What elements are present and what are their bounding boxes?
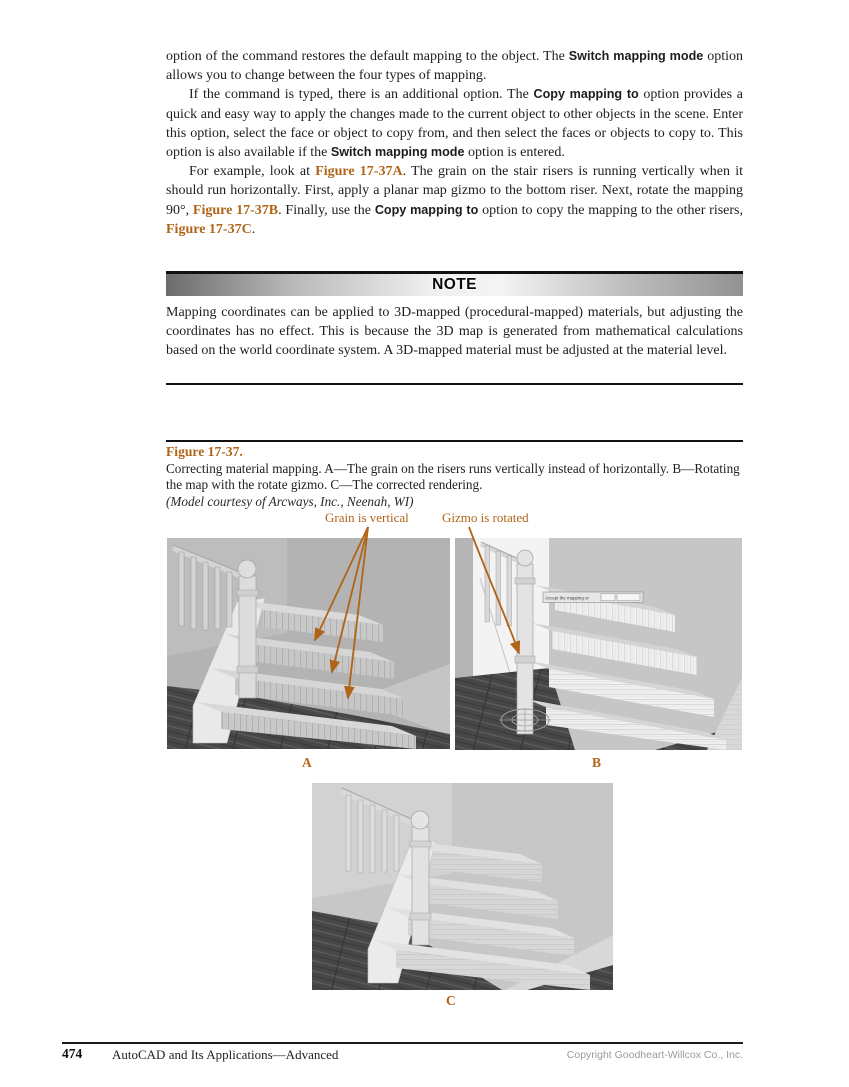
text-segment: If the command is typed, there is an additional option. The: [189, 87, 534, 103]
command-name: Switch mapping mode: [330, 145, 465, 160]
newel-post: [410, 811, 431, 945]
page-number: 474: [62, 1046, 83, 1061]
text-segment: . Finally, use the: [278, 202, 375, 218]
text-segment: option is entered.: [464, 145, 565, 161]
panel-letter-b: B: [592, 755, 602, 770]
text-segment: option to copy the mapping to the other risers,: [478, 202, 743, 218]
text-segment: . The grain on the stair risers is running vertically when it should run horizontally. First, apply a planar map gizmo to the bottom riser. Next, rotate the mapping 90°,: [166, 164, 743, 218]
note-header-bar: [166, 274, 743, 296]
text-segment: For example, look at: [189, 164, 316, 180]
tooltip-text: Accept the mapping or: [545, 595, 589, 601]
figure-caption-text: Correcting material mapping. A—The grain on the risers runs vertically instead of horizontally. B—Rotating the map with the rotate gizmo. C—The corrected rendering.: [166, 460, 740, 492]
footer-rule: [62, 1042, 743, 1044]
command-name: Copy mapping to: [374, 202, 479, 217]
panel-letter-c: C: [446, 993, 456, 1008]
body-text: [166, 47, 743, 239]
newel-post: [237, 560, 258, 698]
paragraph-1: [166, 47, 743, 85]
annotation-gizmo-label: Gizmo is rotated: [442, 510, 529, 525]
text-segment: .: [251, 221, 256, 237]
figure-reference[interactable]: Figure 17-37A: [315, 164, 403, 180]
text-segment: option provides a quick and easy way to apply the changes made to the current object to other objects in the scene. Enter this option, select the face or object to copy from, and then select the faces or objects to copy to. This option is also available if the: [166, 87, 743, 161]
render-b-gizmo-rotated: [455, 538, 742, 750]
figure-heading: Figure 17-37.: [166, 444, 243, 459]
note-body: Mapping coordinates can be applied to 3D-mapped (procedural-mapped) materials, but adjusting the coordinates has no effect. This is because the 3D map is generated from mathematical calculations based on the world coordinate system. A 3D-mapped material must be adjusted at the material level.: [166, 305, 743, 359]
mapping-tooltip: [543, 592, 643, 603]
newel-post: [515, 550, 535, 734]
paragraph-2: [166, 85, 743, 162]
figure-rule: [166, 440, 743, 442]
text-segment: option allows you to change between the four types of mapping.: [166, 49, 744, 84]
command-name: Copy mapping to: [533, 87, 639, 102]
note-rule-bottom: [166, 383, 743, 385]
copyright-notice: Copyright Goodheart-Willcox Co., Inc.: [566, 1049, 743, 1061]
book-title: AutoCAD and Its Applications—Advanced: [112, 1047, 339, 1062]
command-name: Switch mapping mode: [568, 49, 704, 63]
figure-reference[interactable]: Figure 17-37C: [166, 221, 252, 237]
figure-caption: [166, 444, 743, 510]
annotation-grain-label: Grain is vertical: [325, 510, 409, 525]
note-title: NOTE: [432, 276, 477, 293]
paragraph-3: [166, 162, 743, 239]
render-a-grain-vertical: [167, 538, 450, 749]
panel-letter-a: A: [302, 755, 312, 770]
render-c-corrected: [312, 783, 613, 990]
figure-reference[interactable]: Figure 17-37B: [192, 202, 279, 218]
text-segment: option of the command restores the default mapping to the object. The: [166, 49, 569, 64]
figure-credit: (Model courtesy of Arcways, Inc., Neenah, WI): [166, 493, 414, 509]
